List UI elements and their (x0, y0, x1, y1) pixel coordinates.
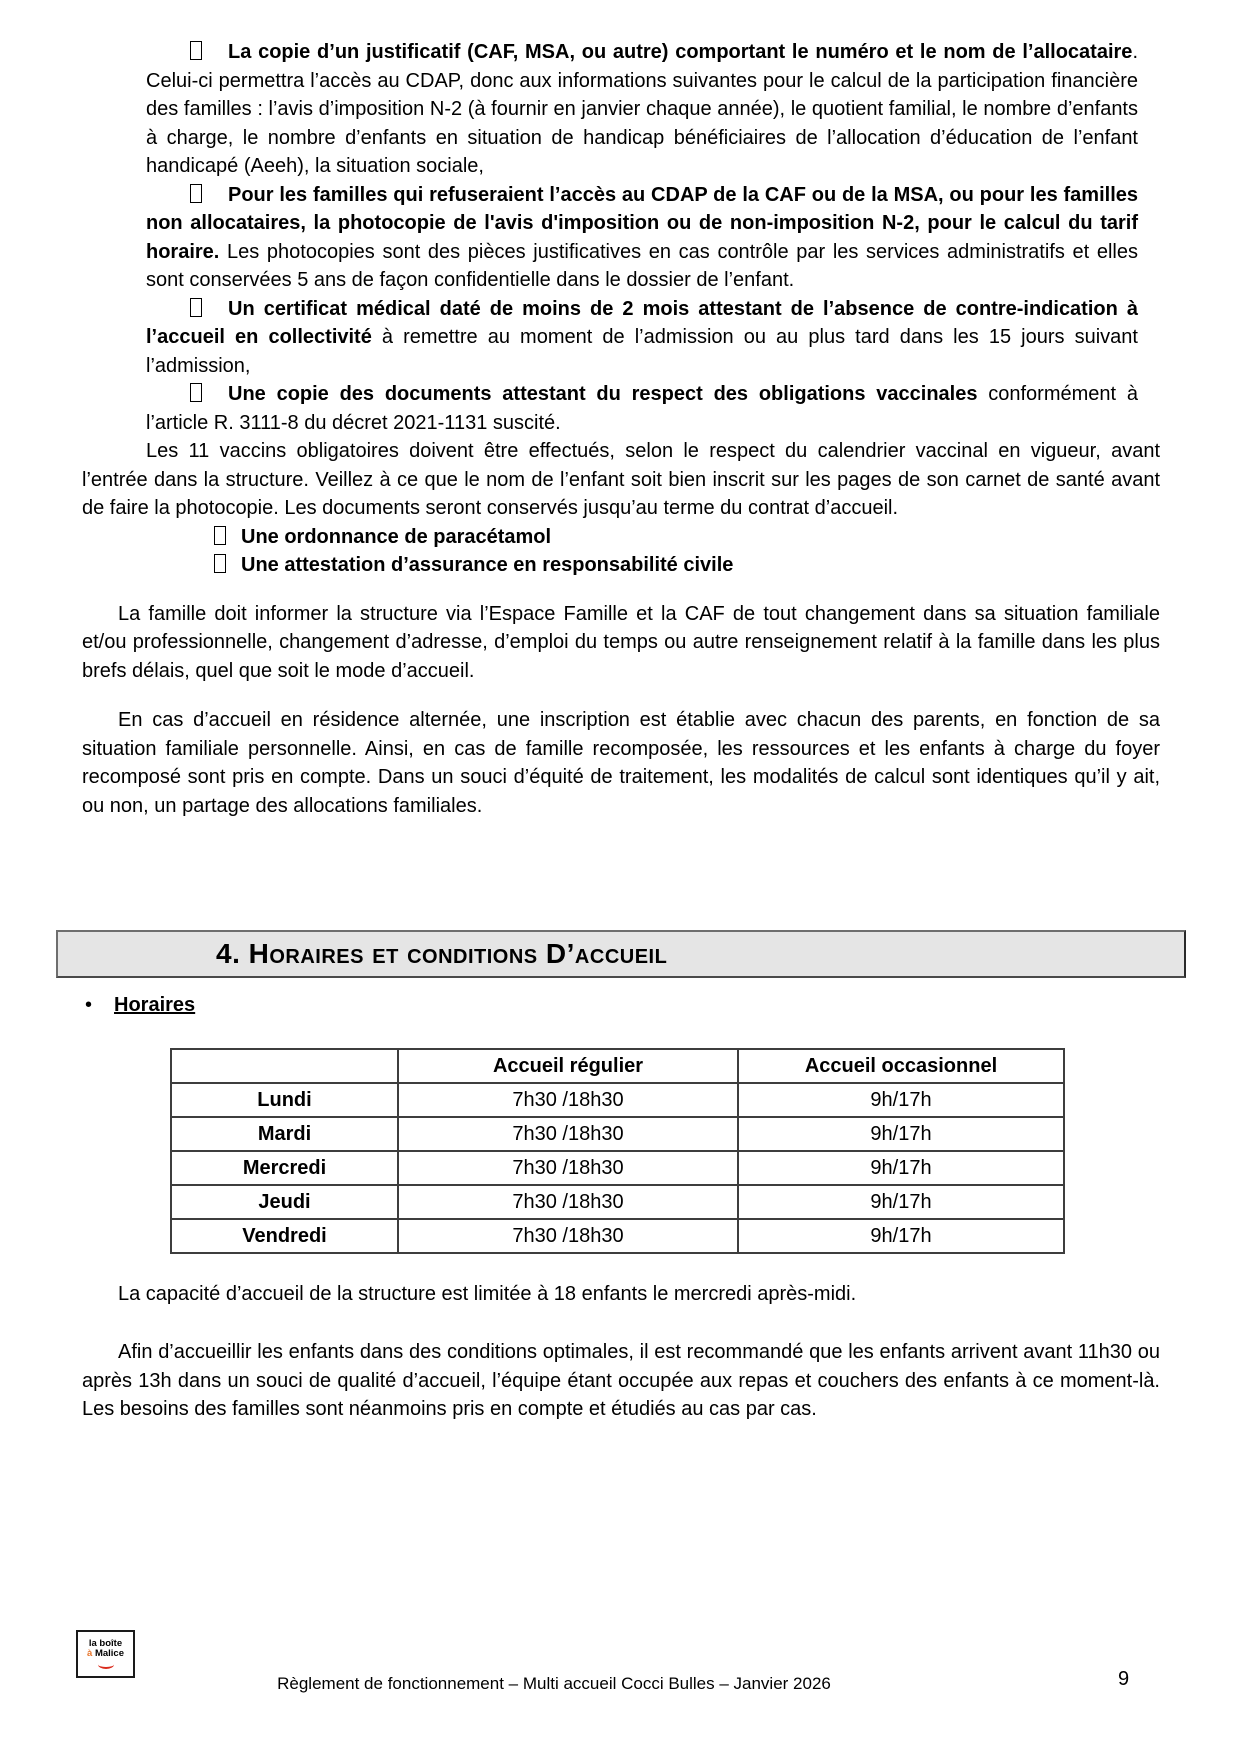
table-row (171, 1117, 1064, 1151)
table-header-row (171, 1049, 1064, 1083)
checklist-item-vaccinations (146, 380, 1138, 437)
checkbox-icon (214, 554, 226, 573)
table-row (171, 1185, 1064, 1219)
horaires-label: Horaires (114, 994, 196, 1016)
table-row (171, 1151, 1064, 1185)
checklist-item-bold-text: Un certificat médical daté de moins de 2 mois attestant de l’absence de contre-indication à l’accueil en collectivité (146, 297, 1138, 348)
checkbox-icon (190, 298, 202, 317)
checklist-item-justificatif (146, 38, 1138, 181)
checklist-item-certificat-medical (146, 295, 1138, 381)
horaires-heading (82, 991, 1160, 1020)
checklist-item-text: conformément à l’article R. 3111-8 du décret 2021-1131 suscité. (146, 383, 1138, 434)
logo-accent-letter: à (87, 1648, 95, 1659)
paragraph-afin: Afin d’accueillir les enfants dans des conditions optimales, il est recommandé que les enfants arrivent avant 11h30 ou après 13h dans un souci de qualité d’accueil, l’équipe étant occupée aux repas et couchers des enfants à ce moment-là. Les besoins des familles sont néanmoins pris en compte et étudiés au cas par cas. (82, 1341, 1160, 1420)
logo-text-line2 (87, 1649, 124, 1659)
checklist-item-avis-imposition (146, 181, 1138, 295)
cell-regulier: 7h30 /18h30 (398, 1219, 738, 1253)
table-row (171, 1219, 1064, 1253)
cell-regulier: 7h30 /18h30 (398, 1117, 738, 1151)
cell-day: Mercredi (171, 1151, 398, 1185)
checkbox-icon (214, 526, 226, 545)
bullet-icon: • (85, 994, 93, 1016)
cell-occasionnel: 9h/17h (738, 1185, 1064, 1219)
cell-regulier: 7h30 /18h30 (398, 1185, 738, 1219)
smile-icon (98, 1660, 114, 1669)
cell-occasionnel: 9h/17h (738, 1219, 1064, 1253)
cell-day: Jeudi (171, 1185, 398, 1219)
checklist-item-text: à remettre au moment de l’admission ou au plus tard dans les 15 jours suivant l’admission, (146, 326, 1138, 377)
logo-text-line1: la boîte (88, 1638, 123, 1649)
footer-title: Règlement de fonctionnement – Multi accueil Cocci Bulles – Janvier 2026 (277, 1674, 831, 1693)
section-header-horaires (56, 930, 1186, 978)
paragraph-capacite: La capacité d’accueil de la structure est limitée à 18 enfants le mercredi après-midi. (118, 1282, 857, 1305)
checkbox-icon (190, 184, 202, 203)
checklist-item-bold-text: Une copie des documents attestant du respect des obligations vaccinales (228, 383, 978, 405)
header-accueil-occasionnel: Accueil occasionnel (738, 1049, 1064, 1083)
checklist-item-bold-text: Pour les familles qui refuseraient l’accès au CDAP de la CAF ou de la MSA, ou pour les familles non allocataires, la photocopie de l'avis d'imposition ou de non-imposition N-2, pour le calcul du tarif horaire. (146, 183, 1138, 263)
cell-day: Vendredi (171, 1219, 398, 1253)
header-accueil-regulier: Accueil régulier (398, 1049, 738, 1083)
cell-regulier: 7h30 /18h30 (398, 1151, 738, 1185)
header-empty (171, 1049, 398, 1083)
schedule-table-wrapper (170, 1048, 1160, 1254)
cell-day: Mardi (171, 1117, 398, 1151)
checklist-item-paracetamol (214, 523, 1160, 552)
checklist-item-bold-text: La copie d’un justificatif (CAF, MSA, ou autre) comportant le numéro et le nom de l’allocataire (228, 41, 1133, 63)
checklist-item-assurance (214, 551, 1160, 580)
checkbox-icon (190, 383, 202, 402)
paragraph-residence: En cas d’accueil en résidence alternée, une inscription est établie avec chacun des parents, en fonction de sa situation familiale personnelle. Ainsi, en cas de famille recomposée, les ressources et les enfants à charge du foyer recomposé sont pris en compte. Dans un souci d’équité de traitement, les modalités de calcul sont identiques qu’il y ait, ou non, un partage des allocations familiales. (82, 709, 1160, 817)
section-title: 4. Horaires et conditions D’accueil (216, 937, 668, 969)
cell-occasionnel: 9h/17h (738, 1083, 1064, 1117)
cell-occasionnel: 9h/17h (738, 1151, 1064, 1185)
cell-day: Lundi (171, 1083, 398, 1117)
schedule-table (170, 1048, 1065, 1254)
checkbox-icon (190, 41, 202, 60)
cell-occasionnel: 9h/17h (738, 1117, 1064, 1151)
checklist-item-text: Une ordonnance de paracétamol (241, 525, 552, 548)
cell-regulier: 7h30 /18h30 (398, 1083, 738, 1117)
page-number: 9 (1118, 1668, 1130, 1690)
table-row (171, 1083, 1064, 1117)
paragraph-famille: La famille doit informer la structure via l’Espace Famille et la CAF de tout changement dans sa situation familiale et/ou professionnelle, changement d’adresse, d’emploi du temps ou autre renseignement relatif à la famille dans les plus brefs délais, quel que soit le mode d’accueil. (82, 602, 1160, 682)
logo-la-boite-a-malice (76, 1630, 135, 1678)
checklist-item-text: Une attestation d’assurance en responsabilité civile (241, 554, 734, 576)
checklist-item-text: Les photocopies sont des pièces justificatives en cas contrôle par les services administratifs et elles sont conservées 5 ans de façon confidentielle dans le dossier de l’enfant. (146, 240, 1138, 291)
paragraph-vaccins: Les 11 vaccins obligatoires doivent être effectués, selon le respect du calendrier vaccinal en vigueur, avant l’entrée dans la structure. Veillez à ce que le nom de l’enfant soit bien inscrit sur les pages de son carnet de santé avant de faire la photocopie. Les documents seront conservés jusqu’au terme du contrat d’accueil. (82, 440, 1160, 519)
checklist-item-text: . Celui-ci permettra l’accès au CDAP, donc aux informations suivantes pour le calcul de la participation financière des familles : l’avis d’imposition N-2 (à fournir en janvier chaque année), le quotient familial, le nombre d’enfants à charge, le nombre d’enfants en situation de handicap bénéficiaires de l’allocation d’éducation de l’enfant handicapé (Aeeh), la situation sociale, (146, 41, 1138, 177)
logo-text: Malice (94, 1648, 124, 1659)
